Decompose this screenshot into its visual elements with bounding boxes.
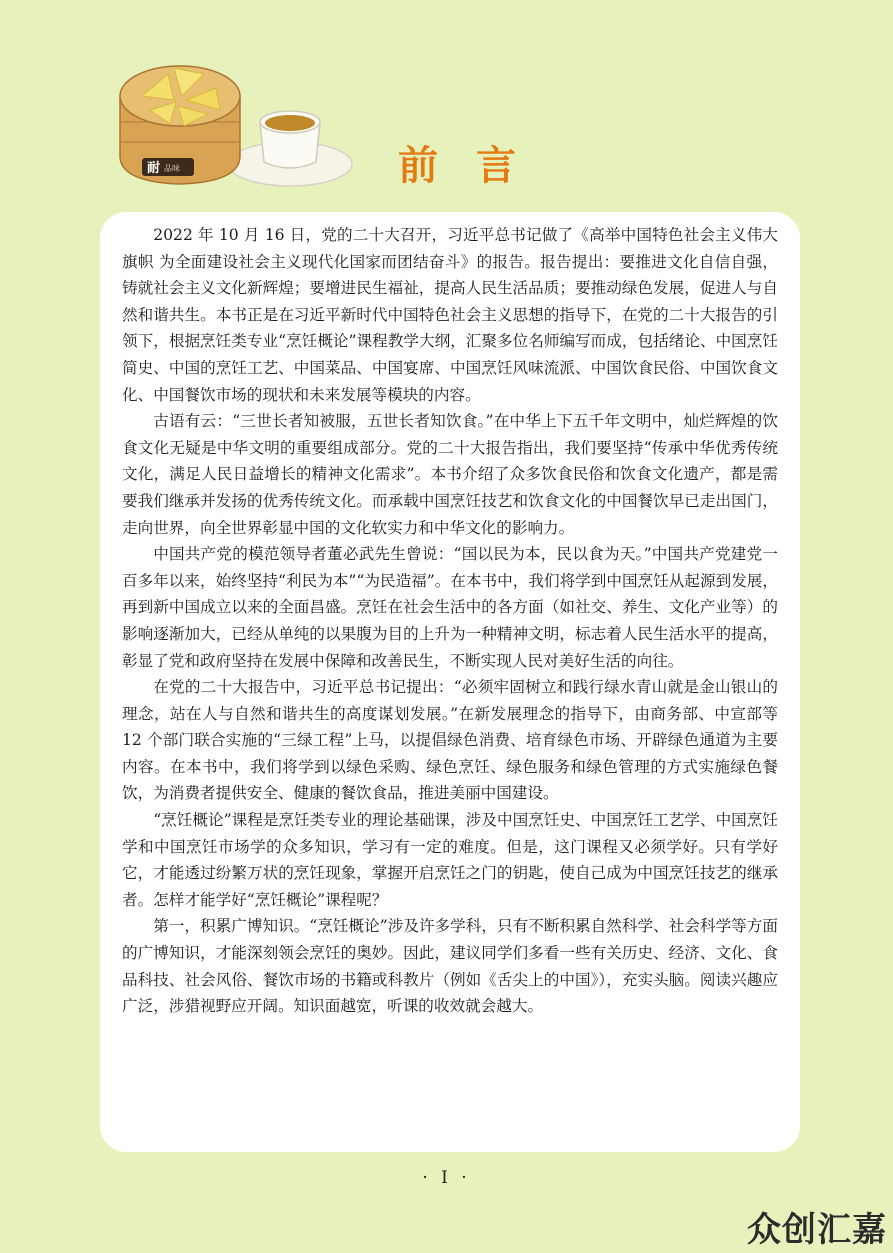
watermark-logo: 众创汇嘉 [747, 1210, 887, 1250]
paragraph: 中国共产党的模范领导者董必武先生曾说：“国以民为本，民以食为天。”中国共产党建党一百多年以来，始终坚持“利民为本”“为民造福”。在本书中，我们将学到中国烹饪从起源到发展，再到新中国成立以来的全面昌盛。烹饪在社会生活中的各方面（如社交、养生、文化产业等）的影响逐渐加大，已经从单纯的以果腹为目的上升为一种精神文明，标志着人民生活水平的提高，彰显了党和政府坚持在发展中保障和改善民生，不断实现人民对美好生活的向往。 [122, 545, 778, 670]
paragraph: 第一，积累广博知识。“烹饪概论”涉及许多学科，只有不断积累自然科学、社会科学等方面的广博知识，才能深刻领会烹饪的奥妙。因此，建议同学们多看一些有关历史、经济、文化、食品科技、社会风俗、餐饮市场的书籍或科教片（例如《舌尖上的中国》），充实头脑。阅读兴趣应广泛，涉猎视野应开阔。知识面越宽，听课的收效就会越大。 [122, 917, 778, 1016]
preface-body [122, 222, 778, 1020]
paragraph: 古语有云：“三世长者知被服，五世长者知饮食。”在中华上下五千年文明中，灿烂辉煌的饮食文化无疑是中华文明的重要组成部分。党的二十大报告指出，我们要坚持“传承中华优秀传统文化，满足人民日益增长的精神文化需求”。本书介绍了众多饮食民俗和饮食文化遗产，都是需要我们继承并发扬的优秀传统文化。而承载中国烹饪技艺和饮食文化的中国餐饮早已走出国门，走向世界，向全世界彰显中国的文化软实力和中华文化的影响力。 [122, 412, 778, 537]
tea-liquid [265, 115, 315, 131]
page-title: 前言 [398, 143, 554, 189]
dim-sum-and-tea-illustration [112, 44, 362, 204]
steamer-label: 耐 [147, 161, 161, 176]
paragraph: 2022 年 10 月 16 日，党的二十大召开，习近平总书记做了《高举中国特色社会主义伟大旗帜 为全面建设社会主义现代化国家而团结奋斗》的报告。报告提出：要推进文化自信自强，铸就社会主义文化新辉煌；要增进民生福祉，提高人民生活品质；要推动绿色发展，促进人与自然和谐共生。本书正是在习近平新时代中国特色社会主义思想的指导下，在党的二十大报告的引领下，根据烹饪类专业“烹饪概论”课程教学大纲，汇聚多位名师编写而成，包括绪论、中国烹饪简史、中国的烹饪工艺、中国菜品、中国宴席、中国烹饪风味流派、中国饮食民俗、中国饮食文化、中国餐饮市场的现状和未来发展等模块的内容。 [122, 226, 778, 404]
page-number: · I · [422, 1168, 471, 1188]
steamer-label-small: 品味 [164, 164, 180, 173]
paragraph: 在党的二十大报告中，习近平总书记提出：“必须牢固树立和践行绿水青山就是金山银山的理念，站在人与自然和谐共生的高度谋划发展。”在新发展理念的指导下，由商务部、中宣部等 12 个部门联合实施的“三绿工程”上马，以提倡绿色消费、培育绿色市场、开辟绿色通道为主要内容。在本书中，我们将学到以绿色采购、绿色烹饪、绿色服务和绿色管理的方式实施绿色餐饮，为消费者提供安全、健康的餐饮食品，推进美丽中国建设。 [122, 678, 778, 803]
paragraph: “烹饪概论”课程是烹饪类专业的理论基础课，涉及中国烹饪史、中国烹饪工艺学、中国烹饪学和中国烹饪市场学的众多知识，学习有一定的难度。但是，这门课程又必须学好。只有学好它，才能透过纷繁万状的烹饪现象，掌握开启烹饪之门的钥匙，使自己成为中国烹饪技艺的继承者。怎样才能学好“烹饪概论”课程呢？ [122, 811, 778, 909]
